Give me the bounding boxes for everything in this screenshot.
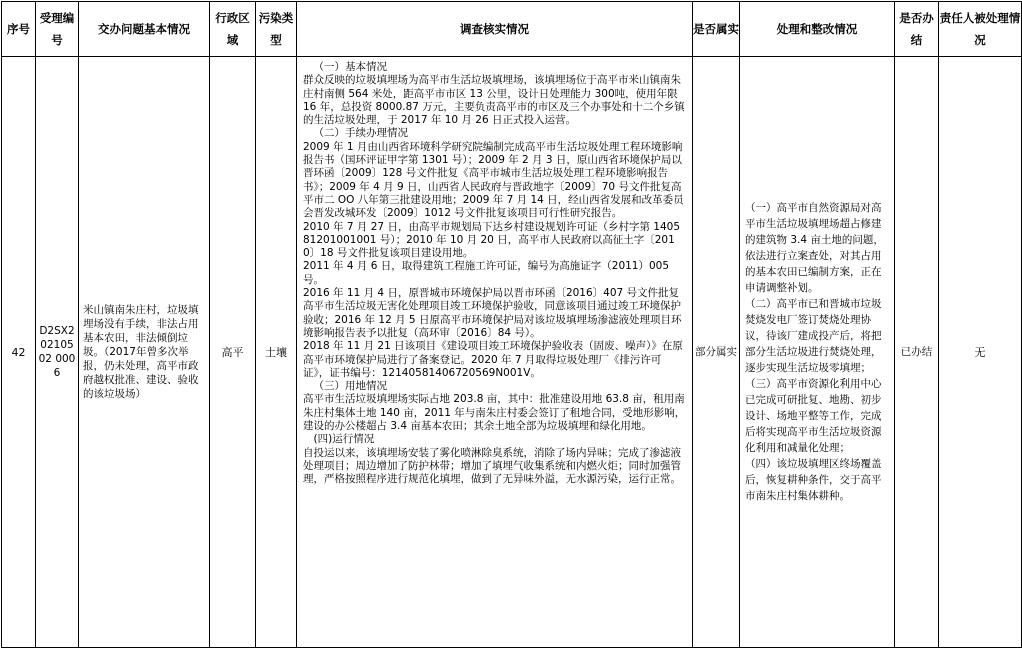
investigation-para: 群众反映的垃圾填埋场为高平市生活垃圾填埋场，该填埋场位于高平市米山镇南朱庄村南侧 564 米处，距高平市市区 13 公里，设计日处理能力 300吨，使用年限 16 年，总投资 8000.87 万元，主要负责高平市的市区及三个办事处和十二个乡镇的生活垃圾处理，于 2017 年 10 月 26 日正式投入运营。: [303, 74, 685, 127]
handling-para: （三）高平市资源化利用中心已完成可研批复、地勘、初步设计、场地平整等工作，完成后将实现高平市生活垃圾资源化利用和减量化处理；: [745, 378, 882, 454]
header-pollution: 污染类型: [256, 2, 297, 57]
header-seq: 序号: [2, 2, 36, 57]
investigation-para: (四)运行情况: [313, 433, 375, 446]
header-region: 行政区域: [210, 2, 256, 57]
case-table: [1, 1, 1022, 648]
header-accept-no: 受理编号: [36, 2, 79, 57]
cell-seq: 42: [2, 57, 36, 648]
cell-pollution: 土壤: [256, 57, 297, 648]
header-closed: 是否办结: [895, 2, 939, 57]
cell-investigation: [297, 57, 693, 648]
header-accountability: 责任人被处理情况: [939, 2, 1022, 57]
handling-para: （二）高平市已和晋城市垃圾焚烧发电厂签订焚烧处理协议，待该厂建成投产后，将把部分生活垃圾进行焚烧处理，逐步实现生活垃圾零填埋；: [745, 298, 882, 374]
investigation-para: （二）手续办理情况: [313, 127, 408, 140]
cell-closed: 已办结: [895, 57, 939, 648]
handling-para: （一）高平市自然资源局对高平市生活垃圾填埋场超占修建的建筑物 3.4 亩土地的问题，依法进行立案查处，对其占用的基本农田已编制方案，正在申请调整补划。: [745, 202, 884, 294]
cell-verified: 部分属实: [693, 57, 740, 648]
cell-accept-no: D2SX20210502 0006: [36, 57, 79, 648]
header-handling: 处理和整改情况: [740, 2, 895, 57]
header-verified: 是否属实: [693, 2, 740, 57]
cell-region: 高平: [210, 57, 256, 648]
table-row: [2, 57, 1022, 648]
investigation-para: 自投运以来，该填埋场安装了雾化喷淋除臭系统，消除了场内异味；完成了渗滤液处理项目；周边增加了防护林带；增加了填埋气收集系统和内燃火炬；同时加强管理，严格按照程序进行规范化填埋，做到了无异味外溢，无水源污染，运行正常。: [303, 446, 681, 486]
investigation-para: （一）基本情况: [313, 61, 387, 73]
investigation-para: （三）用地情况: [313, 380, 387, 393]
cell-accountability: 无: [939, 57, 1022, 648]
investigation-para: 2018 年 11 月 21 日该项目《建设项目竣工环境保护验收表（固废、噪声）》在原高平市环境保护局进行了备案登记。2020 年 7 月取得垃圾处理厂《排污许可证》，证书编号：12140581406720569N001V。: [303, 340, 683, 379]
investigation-para: 2011 年 4 月 6 日，取得建筑工程施工许可证，编号为高施证字（2011）005 号。: [303, 260, 670, 286]
header-issue: 交办问题基本情况: [79, 2, 210, 57]
investigation-para: 2016 年 11 月 4 日，原晋城市环境保护局以晋市环函〔2016〕407 号文件批复高平市生活垃圾无害化处理项目竣工环境保护验收，同意该项目通过竣工环境保护验收；2016 年 12 月 5 日原高平市环境保护局对该垃圾填埋场渗滤液处理项目环境影响报告表予以批复（高环审〔2016〕84 号）。: [303, 287, 682, 339]
header-investigation: 调查核实情况: [297, 2, 693, 57]
investigation-para: 2009 年 1 月由山西省环境科学研究院编制完成高平市生活垃圾处理工程环境影响报告书（国环评证甲字第 1301 号）；2009 年 2 月 3 日，原山西省环境保护局以晋环函〔2009〕128 号文件批复《高平市城市生活垃圾处理工程环境影响报告书》；2009 年 4 月 9 日，山西省人民政府与晋政地字〔2009〕70 号文件批复高平市二 OO 八年第三批建设用地；2009 年 7 月 14 日，经山西省发展和改革委员会晋发改城环发〔2009〕1012 号文件批复该项目可行性研究报告。: [303, 140, 684, 220]
cell-issue: 米山镇南朱庄村，垃圾填埋场没有手续，非法占用基本农田，非法倾倒垃圾。（2017年曾多次举报，仍未处理，高平市政府越权批准、建设、验收的该垃圾场）: [79, 57, 210, 648]
investigation-para: 2010 年 7 月 27 日，由高平市规划局下达乡村建设规划许可证（乡村字第 140581201001001 号）；2010 年 10 月 20 日，高平市人民政府以高征土字〔2010〕18 号文件批复该项目建设用地。: [303, 220, 681, 260]
cell-handling: [740, 57, 895, 648]
header-row: [2, 2, 1022, 57]
handling-para: （四）该垃圾填埋区终场覆盖后，恢复耕种条件，交于高平市南朱庄村集体耕种。: [745, 458, 882, 502]
investigation-para: 高平市生活垃圾填埋场实际占地 203.8 亩，其中：批准建设用地 63.8 亩，租用南朱庄村集体土地 140 亩，2011 年与南朱庄村委会签订了租地合同，受地形影响，建设的办公楼超占 3.4 亩基本农田；其余土地全部为垃圾填埋和绿化用地。: [303, 393, 686, 433]
